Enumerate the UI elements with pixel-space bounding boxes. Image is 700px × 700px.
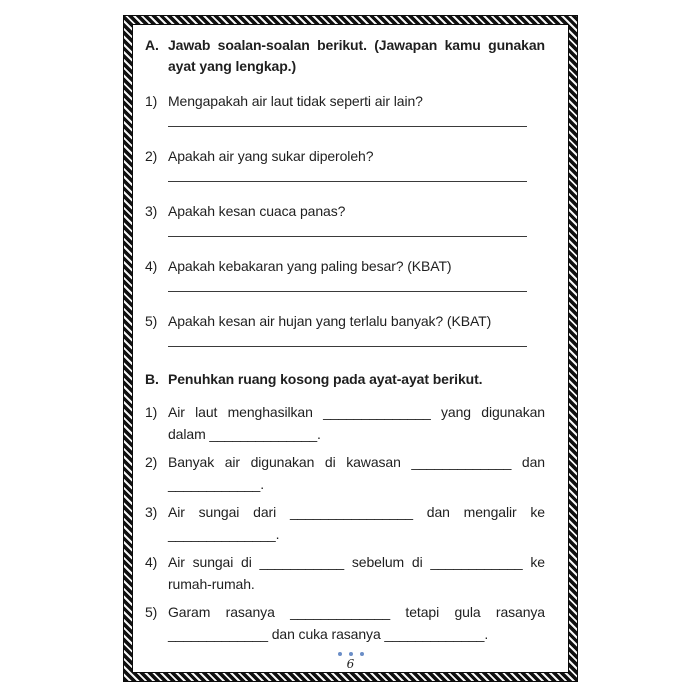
item-number: 2) bbox=[145, 454, 158, 470]
question-a5 bbox=[145, 311, 545, 332]
item-number: 5) bbox=[145, 604, 158, 620]
dot-icon bbox=[338, 652, 342, 656]
section-a-label: A. bbox=[145, 37, 159, 53]
item-number: 4) bbox=[145, 554, 158, 570]
section-b-label: B. bbox=[145, 371, 159, 387]
question-a2 bbox=[145, 146, 545, 167]
fill-blank-b2 bbox=[145, 451, 545, 495]
section-b-heading-text: Penuhkan ruang kosong pada ayat-ayat berikut. bbox=[168, 371, 483, 387]
question-a4 bbox=[145, 256, 545, 277]
item-line2: dalam ______________. bbox=[168, 426, 321, 442]
item-line1: Banyak air digunakan di kawasan _____________ dan bbox=[168, 454, 545, 470]
answer-line bbox=[168, 291, 527, 292]
worksheet-content bbox=[132, 24, 569, 673]
item-line2: ______________. bbox=[168, 526, 280, 542]
question-number: 2) bbox=[145, 148, 158, 164]
question-number: 1) bbox=[145, 93, 158, 109]
item-line1: Garam rasanya _____________ tetapi gula rasanya bbox=[168, 604, 545, 620]
item-line2: rumah-rumah. bbox=[168, 576, 255, 592]
item-line2: ____________. bbox=[168, 476, 265, 492]
fill-blank-b3 bbox=[145, 501, 545, 545]
question-number: 3) bbox=[145, 203, 158, 219]
answer-line bbox=[168, 181, 527, 182]
question-a3 bbox=[145, 201, 545, 222]
question-text: Apakah kesan cuaca panas? bbox=[168, 203, 346, 219]
fill-blank-b5 bbox=[145, 601, 545, 645]
question-text: Apakah kesan air hujan yang terlalu banyak? (KBAT) bbox=[168, 313, 492, 329]
footer-dots-ornament bbox=[338, 652, 364, 656]
answer-line bbox=[168, 346, 527, 347]
section-b-heading bbox=[145, 369, 545, 390]
question-number: 4) bbox=[145, 258, 158, 274]
item-number: 3) bbox=[145, 504, 158, 520]
answer-line bbox=[168, 236, 527, 237]
dot-icon bbox=[360, 652, 364, 656]
fill-blank-b4 bbox=[145, 551, 545, 595]
item-line1: Air laut menghasilkan ______________ yang digunakan bbox=[168, 404, 545, 420]
question-text: Mengapakah air laut tidak seperti air lain? bbox=[168, 93, 423, 109]
fill-blank-b1 bbox=[145, 401, 545, 445]
question-text: Apakah air yang sukar diperoleh? bbox=[168, 148, 374, 164]
question-text: Apakah kebakaran yang paling besar? (KBAT) bbox=[168, 258, 452, 274]
item-line1: Air sungai dari ________________ dan mengalir ke bbox=[168, 504, 545, 520]
section-a-heading bbox=[145, 35, 545, 77]
question-a1 bbox=[145, 91, 545, 112]
item-line1: Air sungai di ___________ sebelum di ____________ ke bbox=[168, 554, 545, 570]
section-a-heading-line1: Jawab soalan-soalan berikut. (Jawapan kamu gunakan bbox=[168, 37, 545, 53]
page-number: 6 bbox=[346, 657, 355, 671]
item-number: 1) bbox=[145, 404, 158, 420]
section-a-heading-line2: ayat yang lengkap.) bbox=[168, 58, 297, 74]
worksheet-page bbox=[123, 15, 578, 682]
item-line2: _____________ dan cuka rasanya _____________. bbox=[168, 626, 489, 642]
answer-line bbox=[168, 126, 527, 127]
dot-icon bbox=[349, 652, 353, 656]
question-number: 5) bbox=[145, 313, 158, 329]
